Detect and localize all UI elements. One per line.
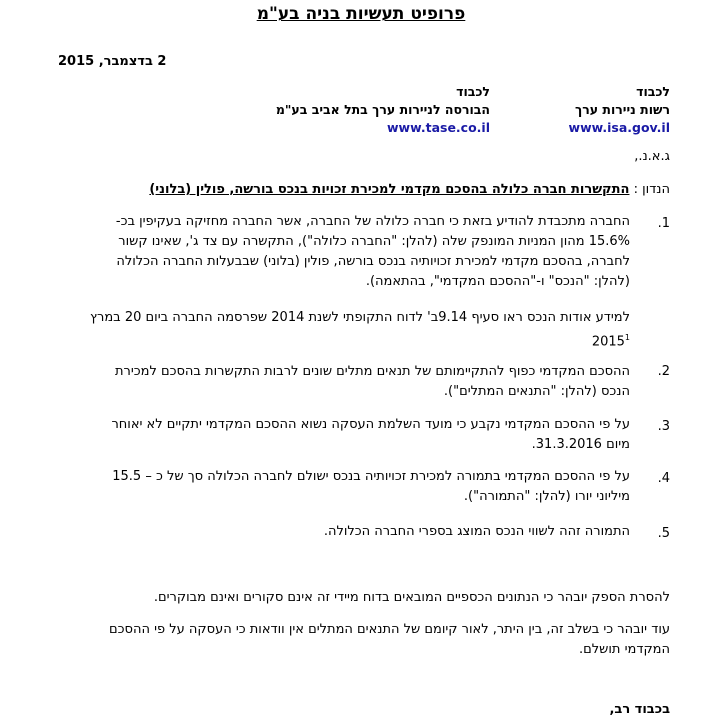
paragraph-3-line: מיום 31.3.2016. (531, 437, 630, 452)
paragraph-5-line: התמורה זהה לשווי הנכס המוצג בספרי החברה הכלולה. (323, 524, 630, 539)
paragraph-3-line: על פי ההסכם המקדמי נקבע כי מועד השלמת העסקה נשוא ההסכם המקדמי יתקיים לא יאוחר (111, 417, 630, 432)
clarification: להסרת הספק יובהר כי הנתונים הכספיים המובאים בדוח מיידי זה אינם סקורים ואינם מבוקרים. (153, 590, 670, 605)
paragraph-2 (30, 362, 630, 402)
paragraph-2-line: ההסכם המקדמי כפוף להתקיימותם של תנאים מתלים שונים לרבות התקשרות בהסכם למכירת (114, 364, 630, 379)
recipient-tase (190, 83, 490, 137)
paragraph-1b-year: 2015 (591, 334, 625, 350)
paragraph-3-number: .3 (657, 419, 670, 434)
paragraph-1-line: החברה מתכבדת להודיע בזאת כי חברה כלולה של החברה, אשר החברה מחזיקה בעקיפין בכ- (115, 214, 630, 229)
subject-text: התקשרות חברה כלולה בהסכם מקדמי למכירת זכויות בנכס בורשה, פולין (בלוני) (149, 182, 630, 197)
paragraph-2-line: הנכס (להלן: "התנאים המתלים"). (443, 384, 630, 399)
recipient-isa-to: לכבוד (636, 84, 670, 99)
recipient-tase-name: הבורסה לניירות ערך בתל אביב בע"מ (275, 102, 490, 117)
recipient-tase-to: לכבוד (456, 84, 490, 99)
greeting: ג.א.נ., (634, 149, 670, 164)
paragraph-1 (30, 212, 630, 292)
recipient-isa-name: רשות ניירות ערך (575, 102, 670, 117)
subject-line (30, 180, 670, 200)
paragraph-1-line: (להלן: "הנכס" ו-"ההסכם המקדמי", בהתאמה). (365, 274, 630, 289)
paragraph-4-number: .4 (657, 471, 670, 486)
paragraph-1b (30, 308, 630, 352)
paragraph-4 (30, 467, 630, 507)
closing: בכבוד רב, (609, 702, 670, 717)
paragraph-1-line: לחברה, בהסכם מקדמי למכירת זכויותיה בנכס בורשה, פולין (בלוני) שבבעלות החברה הכלולה (116, 254, 630, 269)
footnote-marker: 1 (624, 333, 630, 342)
paragraph-5-number: .5 (657, 526, 670, 541)
paragraph-1-number: .1 (657, 216, 670, 231)
document-date: 2 בדצמבר, 2015 (58, 54, 167, 69)
paragraph-1-line: 15.6% מהון המניות המונפק שלה (להלן: "החברה כלולה"), התקשרה עם צד ג', שאינו קשור (118, 234, 630, 249)
subject-label: הנדון : (633, 182, 670, 197)
isa-link[interactable]: www.isa.gov.il (568, 120, 670, 135)
paragraph-3 (30, 415, 630, 455)
paragraph-4-line: מיליוני יורו (להלן: "התמורה"). (463, 489, 630, 504)
page-title: פרופיט תעשיות בניה בע"מ (256, 4, 466, 24)
paragraph-4-line: על פי ההסכם המקדמי בתמורה למכירת זכויותיה בנכס ישולם לחברה הכלולה סך של כ – 15.5 (112, 469, 630, 484)
recipient-isa (470, 83, 670, 137)
note-line: עוד יובהר כי בשלב זה, בין היתר, לאור קיומם של התנאים המתלים אין וודאות כי העסקה על פי ההסכם (109, 622, 670, 637)
note (30, 620, 670, 660)
paragraph-2-number: .2 (657, 364, 670, 379)
paragraph-5 (30, 522, 630, 542)
tase-link[interactable]: www.tase.co.il (387, 120, 490, 135)
note-line: המקדמי תושלם. (579, 642, 670, 657)
paragraph-1b-line: למידע אודות הנכס ראו סעיף 9.14ב' לדוח התקופתי לשנת 2014 שפרסמה החברה ביום 20 במרץ (90, 310, 630, 325)
